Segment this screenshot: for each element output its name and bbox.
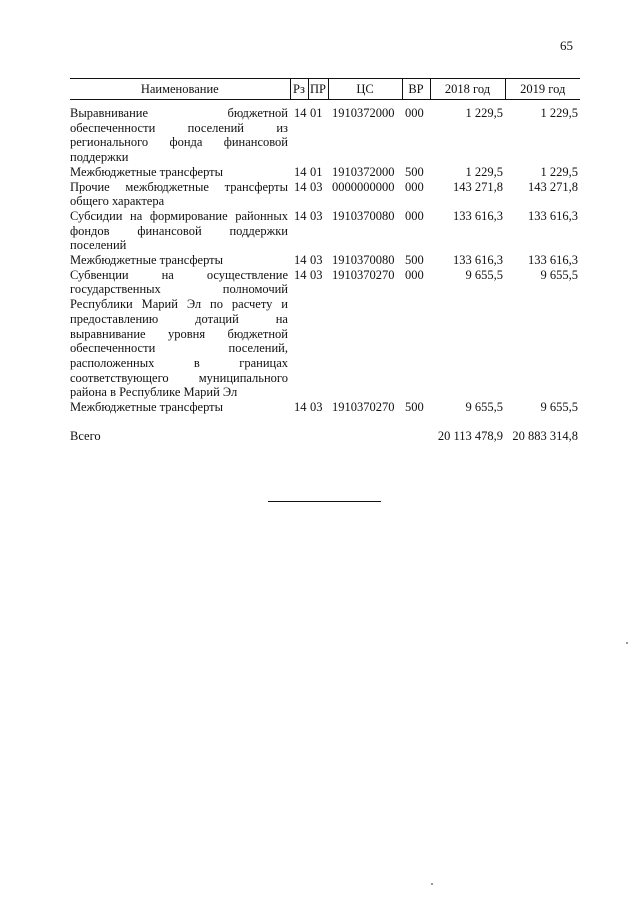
row-pr: 03 bbox=[310, 253, 323, 268]
row-2019: 133 616,3 bbox=[528, 208, 578, 223]
row-pr: 01 bbox=[310, 106, 323, 120]
row-2018: 133 616,3 bbox=[453, 208, 503, 223]
table-row bbox=[70, 400, 580, 415]
page-number: 65 bbox=[560, 38, 573, 53]
budget-table bbox=[70, 78, 580, 443]
table-row bbox=[70, 268, 580, 400]
row-2018: 133 616,3 bbox=[453, 253, 503, 268]
row-cs: 1910370080 bbox=[332, 253, 395, 268]
header-2018: 2018 год bbox=[430, 79, 505, 100]
row-rz: 14 bbox=[294, 400, 307, 415]
row-name: Межбюджетные трансферты bbox=[70, 400, 224, 415]
row-vr: 000 bbox=[405, 208, 424, 223]
row-2019: 1 229,5 bbox=[540, 164, 578, 179]
row-name: Прочие межбюджетные трансферты общего характера bbox=[70, 179, 288, 209]
row-pr: 03 bbox=[310, 400, 323, 415]
total-2019: 20 883 314,8 bbox=[512, 428, 578, 443]
row-2018: 143 271,8 bbox=[453, 179, 503, 194]
table-row bbox=[70, 180, 580, 209]
row-pr: 03 bbox=[310, 179, 323, 194]
row-pr: 03 bbox=[310, 208, 323, 223]
row-2019: 143 271,8 bbox=[528, 179, 578, 194]
header-cs: ЦС bbox=[328, 79, 402, 100]
table-row bbox=[70, 253, 580, 268]
end-divider-line bbox=[268, 501, 381, 502]
total-2018: 20 113 478,9 bbox=[437, 428, 503, 443]
row-name: Выравнивание бюджетной обеспеченности поселений из регионального фонда финансовой поддержки bbox=[70, 106, 288, 165]
header-name: Наименование bbox=[70, 79, 290, 100]
scan-speck bbox=[431, 883, 433, 885]
row-vr: 500 bbox=[405, 400, 424, 415]
row-vr: 000 bbox=[405, 106, 424, 120]
row-vr: 000 bbox=[405, 179, 424, 194]
row-2018: 1 229,5 bbox=[465, 164, 503, 179]
row-2019: 133 616,3 bbox=[528, 253, 578, 268]
row-rz: 14 bbox=[294, 164, 307, 179]
row-cs: 1910370080 bbox=[332, 208, 395, 223]
header-pr: ПР bbox=[308, 79, 328, 100]
row-2018: 1 229,5 bbox=[465, 106, 503, 120]
table-header-row bbox=[70, 79, 580, 100]
row-name: Межбюджетные трансферты bbox=[70, 164, 224, 179]
row-rz: 14 bbox=[294, 253, 307, 268]
header-rz: Рз bbox=[290, 79, 308, 100]
header-2019: 2019 год bbox=[505, 79, 580, 100]
scan-speck bbox=[626, 642, 628, 644]
row-vr: 500 bbox=[405, 164, 424, 179]
row-name: Субвенции на осуществление государственных полномочий Республики Марий Эл по расчету и предоставлению дотаций на выравнивание уровня бюджетной обеспеченности поселений, расположенных в границах соответствующего муниципального района в Республике Марий Эл bbox=[70, 267, 288, 400]
row-cs: 1910372000 bbox=[332, 164, 395, 179]
row-vr: 500 bbox=[405, 253, 424, 268]
row-pr: 01 bbox=[310, 164, 323, 179]
row-2019: 9 655,5 bbox=[540, 400, 578, 415]
total-row bbox=[70, 415, 580, 444]
row-rz: 14 bbox=[294, 179, 307, 194]
total-label: Всего bbox=[70, 428, 101, 443]
row-rz: 14 bbox=[294, 208, 307, 223]
row-2019: 1 229,5 bbox=[540, 106, 578, 120]
row-name: Межбюджетные трансферты bbox=[70, 253, 224, 268]
header-vr: ВР bbox=[402, 79, 430, 100]
table-row bbox=[70, 165, 580, 180]
row-cs: 1910370270 bbox=[332, 400, 395, 415]
table-row bbox=[70, 106, 580, 165]
row-rz: 14 bbox=[294, 267, 307, 282]
row-cs: 0000000000 bbox=[332, 179, 395, 194]
row-rz: 14 bbox=[294, 106, 307, 120]
row-2019: 9 655,5 bbox=[540, 267, 578, 282]
row-2018: 9 655,5 bbox=[465, 400, 503, 415]
table-row bbox=[70, 209, 580, 253]
row-vr: 000 bbox=[405, 267, 424, 282]
row-cs: 1910372000 bbox=[332, 106, 395, 120]
row-2018: 9 655,5 bbox=[465, 267, 503, 282]
row-pr: 03 bbox=[310, 267, 323, 282]
row-cs: 1910370270 bbox=[332, 267, 395, 282]
row-name: Субсидии на формирование районных фондов финансовой поддержки поселений bbox=[70, 208, 288, 253]
